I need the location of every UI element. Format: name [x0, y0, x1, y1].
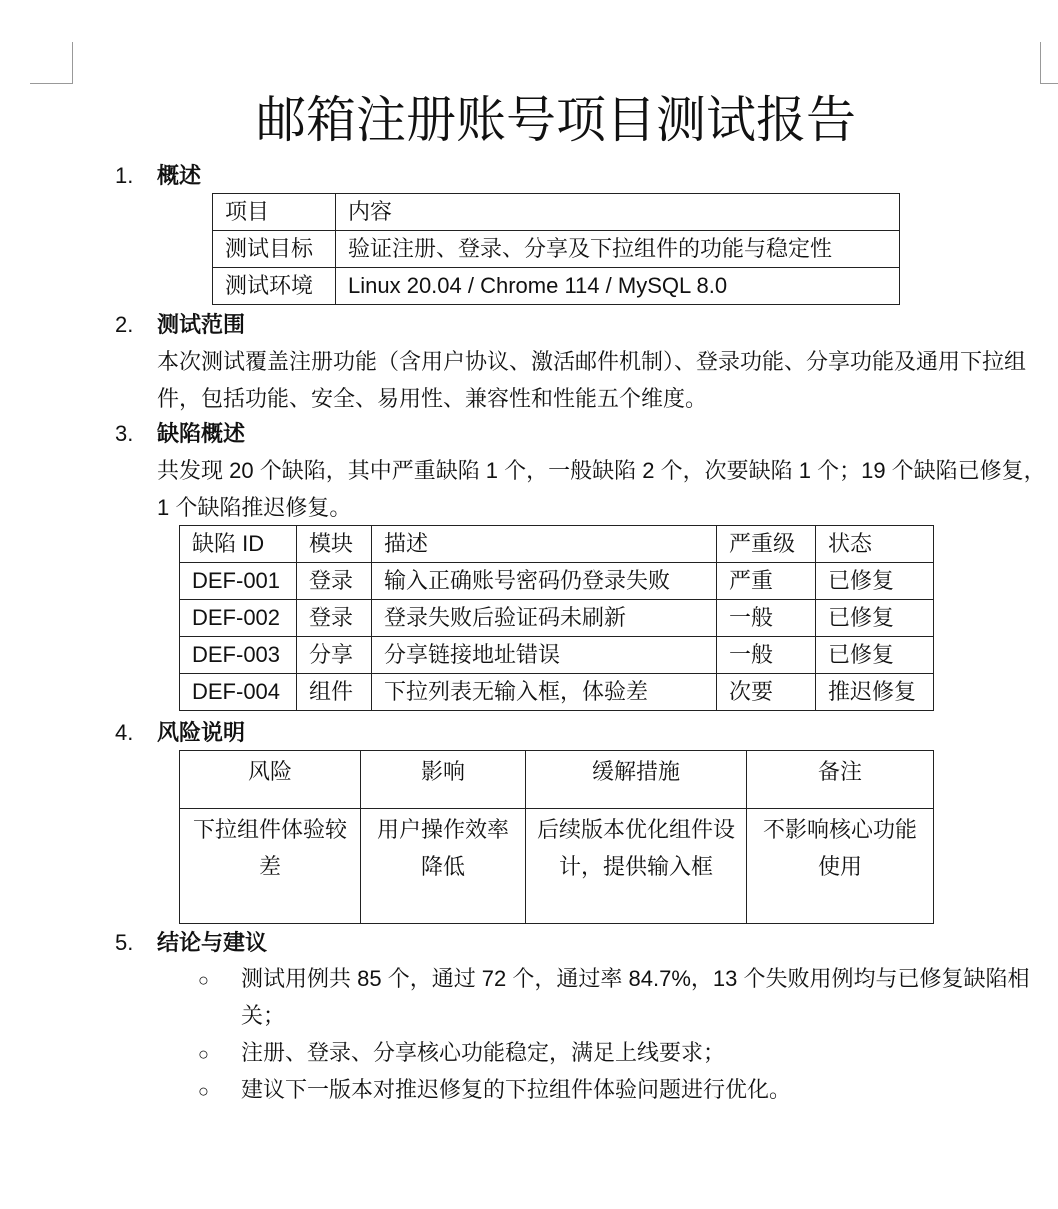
overview-table: [212, 193, 900, 305]
table-cell: 输入正确账号密码仍登录失败: [372, 563, 717, 600]
section-number: 1.: [115, 163, 134, 188]
table-cell: 状态: [816, 526, 934, 563]
section-number: 3.: [115, 421, 134, 446]
table-row: [213, 194, 900, 231]
corner-mark-right: [1040, 42, 1058, 84]
table-cell: 缺陷 ID: [180, 526, 297, 563]
section-heading: 测试范围: [157, 312, 246, 337]
section-number: 2.: [115, 312, 134, 337]
table-cell: 一般: [717, 637, 816, 674]
section-heading: 结论与建议: [157, 930, 268, 955]
table-cell: DEF-003: [180, 637, 297, 674]
table-row: [180, 526, 934, 563]
bullet-icon: ○: [198, 1081, 209, 1101]
list-item: 注册、登录、分享核心功能稳定，满足上线要求；: [241, 1040, 726, 1065]
table-row: [180, 637, 934, 674]
table-cell: 已修复: [816, 637, 934, 674]
section-number: 5.: [115, 930, 134, 955]
table-cell: 严重级: [717, 526, 816, 563]
table-cell: 备注: [747, 751, 934, 809]
table-cell: 影响: [361, 751, 526, 809]
table-cell: 测试目标: [213, 231, 336, 268]
bullet-icon: ○: [198, 1044, 209, 1064]
table-cell: 分享链接地址错误: [372, 637, 717, 674]
table-cell: 下拉组件体验较差: [180, 809, 361, 924]
table-cell: 推迟修复: [816, 674, 934, 711]
list-item: 建议下一版本对推迟修复的下拉组件体验问题进行优化。: [241, 1077, 792, 1102]
table-cell: 登录失败后验证码未刷新: [372, 600, 717, 637]
section-heading: 缺陷概述: [157, 421, 246, 446]
table-cell: 已修复: [816, 563, 934, 600]
document-title: 邮箱注册账号项目测试报告: [256, 92, 856, 148]
table-cell: 次要: [717, 674, 816, 711]
table-cell: 一般: [717, 600, 816, 637]
table-cell: 登录: [297, 600, 372, 637]
table-cell: 描述: [372, 526, 717, 563]
table-cell: 验证注册、登录、分享及下拉组件的功能与稳定性: [336, 231, 900, 268]
table-cell: 组件: [297, 674, 372, 711]
table-row: [180, 600, 934, 637]
section-heading: 风险说明: [157, 720, 246, 745]
table-cell: 严重: [717, 563, 816, 600]
table-cell: 风险: [180, 751, 361, 809]
list-item: 测试用例共 85 个，通过 72 个，通过率 84.7%，13 个失败用例均与已修复缺陷相关；: [241, 966, 1030, 1028]
section-text: 本次测试覆盖注册功能（含用户协议、激活邮件机制）、登录功能、分享功能及通用下拉组件，包括功能、安全、易用性、兼容性和性能五个维度。: [157, 349, 1027, 411]
table-cell: 内容: [336, 194, 900, 231]
table-cell: 后续版本优化组件设计，提供输入框: [526, 809, 747, 924]
table-cell: 登录: [297, 563, 372, 600]
defect-table: [179, 525, 934, 711]
table-cell: 分享: [297, 637, 372, 674]
table-cell: 项目: [213, 194, 336, 231]
table-cell: 缓解措施: [526, 751, 747, 809]
table-row: [180, 751, 934, 809]
table-cell: 用户操作效率降低: [361, 809, 526, 924]
table-cell: Linux 20.04 / Chrome 114 / MySQL 8.0: [336, 268, 900, 305]
section-heading: 概述: [157, 163, 202, 188]
table-cell: 模块: [297, 526, 372, 563]
table-row: [213, 231, 900, 268]
table-cell: 测试环境: [213, 268, 336, 305]
table-cell: DEF-004: [180, 674, 297, 711]
table-cell: 不影响核心功能使用: [747, 809, 934, 924]
corner-mark-left: [30, 42, 73, 84]
table-row: [180, 674, 934, 711]
table-cell: DEF-002: [180, 600, 297, 637]
table-cell: 下拉列表无输入框，体验差: [372, 674, 717, 711]
table-row: [180, 563, 934, 600]
section-text: 共发现 20 个缺陷，其中严重缺陷 1 个，一般缺陷 2 个，次要缺陷 1 个；19 个缺陷已修复，1 个缺陷推迟修复。: [157, 458, 1046, 520]
table-cell: 已修复: [816, 600, 934, 637]
table-row: [180, 809, 934, 924]
risk-table: [179, 750, 934, 924]
section-number: 4.: [115, 720, 134, 745]
table-row: [213, 268, 900, 305]
table-cell: DEF-001: [180, 563, 297, 600]
bullet-icon: ○: [198, 970, 209, 990]
